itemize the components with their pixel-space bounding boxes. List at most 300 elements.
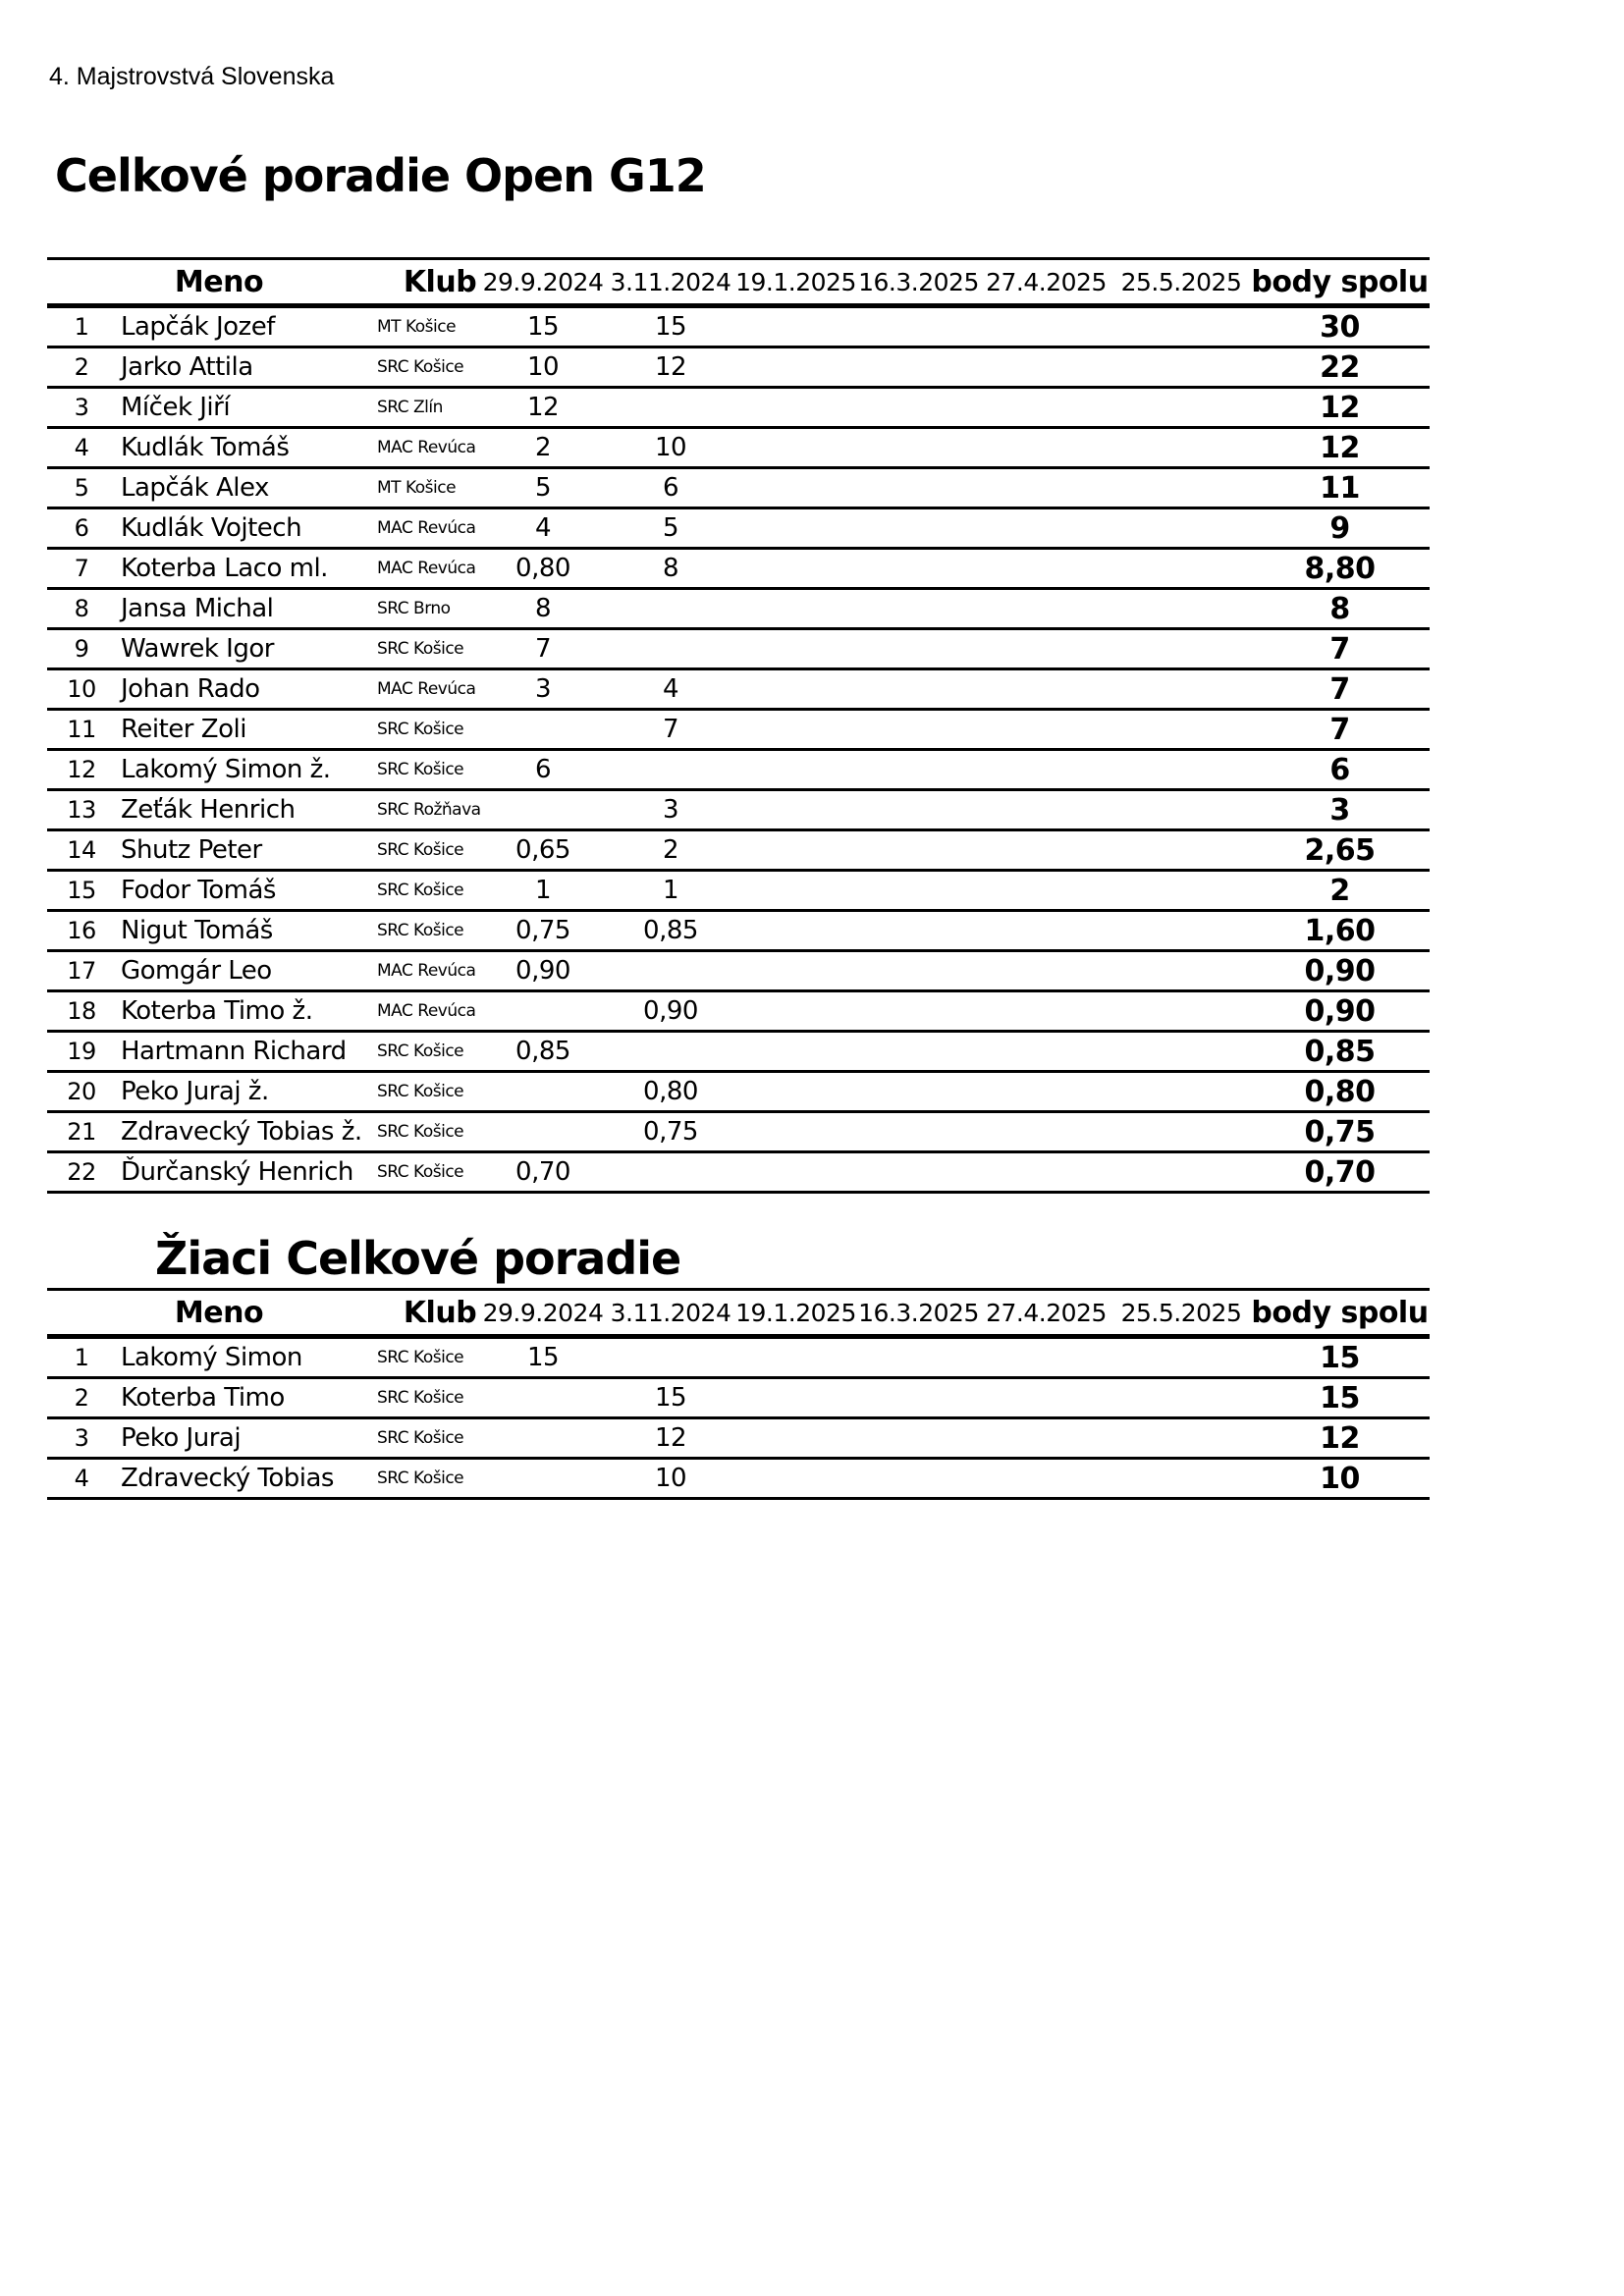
club-cell: MAC Revúca — [377, 679, 476, 699]
total-cell: 3 — [1329, 792, 1350, 828]
score-cell — [479, 1073, 607, 1110]
score-cell — [857, 1379, 980, 1416]
header-date: 19.1.2025 — [735, 267, 856, 296]
total-cell: 12 — [1320, 390, 1360, 425]
header-date: 25.5.2025 — [1120, 1298, 1242, 1327]
total-cell: 1,60 — [1304, 913, 1376, 948]
table-row — [47, 429, 1430, 469]
name-cell: Koterba Timo — [121, 1383, 285, 1413]
total-cell: 7 — [1329, 631, 1350, 667]
total-cell: 2,65 — [1304, 832, 1376, 868]
score-cell — [1112, 550, 1250, 587]
score-cell — [1112, 348, 1250, 386]
score-cell — [734, 630, 857, 667]
score-cell — [857, 630, 980, 667]
score-cell — [857, 1339, 980, 1376]
score-cell — [734, 992, 857, 1030]
total-cell: 12 — [1320, 1420, 1360, 1456]
header-date: 29.9.2024 — [482, 267, 604, 296]
name-cell: Lapčák Jozef — [121, 312, 275, 342]
score-cell — [857, 1113, 980, 1150]
rank-cell: 8 — [74, 595, 89, 622]
page-header: 4. Majstrovstvá Slovenska — [49, 63, 335, 90]
score-cell: 7 — [662, 715, 679, 744]
score-cell — [479, 791, 607, 828]
score-cell — [857, 1153, 980, 1191]
score-cell — [734, 348, 857, 386]
score-cell — [857, 670, 980, 708]
score-cell: 8 — [662, 554, 679, 583]
score-cell — [980, 630, 1112, 667]
score-cell — [1112, 1419, 1250, 1457]
score-cell: 0,90 — [643, 996, 698, 1026]
club-cell: SRC Košice — [377, 1082, 464, 1101]
total-cell: 11 — [1320, 470, 1360, 506]
total-cell: 22 — [1320, 349, 1360, 385]
total-cell: 0,90 — [1304, 953, 1376, 988]
score-cell: 15 — [526, 312, 560, 342]
rank-cell: 13 — [67, 796, 96, 824]
score-cell: 2 — [534, 433, 552, 462]
score-cell — [607, 1033, 734, 1070]
rank-cell: 21 — [67, 1118, 96, 1146]
score-cell — [734, 1033, 857, 1070]
table-row — [47, 751, 1430, 791]
score-cell — [1112, 670, 1250, 708]
name-cell: Kudlák Vojtech — [121, 513, 302, 543]
score-cell — [857, 1460, 980, 1497]
score-cell — [980, 912, 1112, 949]
name-cell: Peko Juraj — [121, 1423, 242, 1453]
score-cell: 10 — [654, 1464, 687, 1493]
rank-cell: 11 — [67, 716, 96, 743]
table-row — [47, 1033, 1430, 1073]
club-cell: SRC Košice — [377, 921, 464, 940]
score-cell — [479, 1460, 607, 1497]
table-row — [47, 630, 1430, 670]
table-row — [47, 550, 1430, 590]
score-cell — [857, 791, 980, 828]
total-cell: 7 — [1329, 712, 1350, 747]
score-cell — [734, 1460, 857, 1497]
name-cell: Zdravecký Tobias ž. — [121, 1117, 362, 1147]
rank-cell: 10 — [67, 675, 96, 703]
score-cell — [980, 429, 1112, 466]
score-cell — [857, 1033, 980, 1070]
name-cell: Johan Rado — [121, 674, 260, 704]
table-row — [47, 308, 1430, 348]
header-date: 16.3.2025 — [858, 267, 979, 296]
score-cell — [734, 1113, 857, 1150]
table-row — [47, 1419, 1430, 1460]
header-total: body spolu — [1251, 1295, 1429, 1330]
score-cell — [980, 1153, 1112, 1191]
score-cell: 12 — [526, 393, 560, 422]
club-cell: SRC Košice — [377, 1428, 464, 1448]
club-cell: SRC Brno — [377, 599, 451, 618]
score-cell — [734, 872, 857, 909]
rank-cell: 3 — [74, 394, 89, 421]
name-cell: Lapčák Alex — [121, 473, 269, 503]
score-cell — [607, 590, 734, 627]
score-cell: 0,80 — [515, 554, 570, 583]
score-cell — [479, 992, 607, 1030]
score-cell — [857, 711, 980, 748]
rank-cell: 19 — [67, 1038, 96, 1065]
rank-cell: 18 — [67, 997, 96, 1025]
score-cell: 2 — [662, 835, 679, 865]
name-cell: Koterba Timo ž. — [121, 996, 313, 1026]
score-cell — [607, 1339, 734, 1376]
table-title-open: Celkové poradie Open G12 — [55, 149, 706, 202]
score-cell — [857, 590, 980, 627]
score-cell: 4 — [662, 674, 679, 704]
score-cell: 5 — [534, 473, 552, 503]
score-cell — [734, 389, 857, 426]
total-cell: 0,90 — [1304, 993, 1376, 1029]
header-total: body spolu — [1251, 264, 1429, 299]
club-cell: MAC Revúca — [377, 438, 476, 457]
score-cell — [980, 590, 1112, 627]
score-cell — [1112, 590, 1250, 627]
score-cell — [857, 751, 980, 788]
table-row — [47, 1339, 1430, 1379]
name-cell: Kudlák Tomáš — [121, 433, 290, 462]
header-date: 29.9.2024 — [482, 1298, 604, 1327]
club-cell: SRC Košice — [377, 840, 464, 860]
score-cell — [479, 1419, 607, 1457]
name-cell: Peko Juraj ž. — [121, 1077, 269, 1106]
rank-cell: 14 — [67, 836, 96, 864]
score-cell — [1112, 389, 1250, 426]
total-cell: 6 — [1329, 752, 1350, 787]
header-date: 27.4.2025 — [986, 267, 1107, 296]
rank-cell: 2 — [74, 353, 89, 381]
table-header — [47, 257, 1430, 308]
club-cell: SRC Košice — [377, 1348, 464, 1367]
score-cell — [980, 1419, 1112, 1457]
name-cell: Lakomý Simon ž. — [121, 755, 331, 784]
score-cell — [734, 590, 857, 627]
score-cell: 10 — [526, 352, 560, 382]
score-cell — [607, 630, 734, 667]
score-cell — [1112, 952, 1250, 989]
score-cell — [734, 1379, 857, 1416]
header-date: 3.11.2024 — [610, 267, 731, 296]
score-cell — [734, 711, 857, 748]
score-cell — [734, 308, 857, 346]
score-cell — [734, 429, 857, 466]
rank-cell: 15 — [67, 877, 96, 904]
score-cell: 3 — [534, 674, 552, 704]
score-cell — [980, 751, 1112, 788]
score-cell — [857, 1419, 980, 1457]
score-cell — [980, 348, 1112, 386]
score-cell — [1112, 1379, 1250, 1416]
table-row — [47, 952, 1430, 992]
score-cell — [980, 469, 1112, 507]
name-cell: Wawrek Igor — [121, 634, 274, 664]
club-cell: SRC Košice — [377, 881, 464, 900]
score-cell — [1112, 751, 1250, 788]
score-cell — [1112, 912, 1250, 949]
score-cell — [857, 872, 980, 909]
table-row — [47, 389, 1430, 429]
score-cell: 8 — [534, 594, 552, 623]
rank-cell: 2 — [74, 1384, 89, 1412]
score-cell — [1112, 1339, 1250, 1376]
table-row — [47, 1460, 1430, 1500]
score-cell — [734, 670, 857, 708]
name-cell: Hartmann Richard — [121, 1037, 347, 1066]
score-cell — [734, 550, 857, 587]
club-cell: MAC Revúca — [377, 961, 476, 981]
score-cell — [857, 429, 980, 466]
score-cell: 4 — [534, 513, 552, 543]
results-table-open — [47, 257, 1430, 1194]
score-cell: 12 — [654, 352, 687, 382]
score-cell: 1 — [662, 876, 679, 905]
table-row — [47, 1153, 1430, 1194]
rank-cell: 7 — [74, 555, 89, 582]
score-cell — [980, 831, 1112, 869]
rank-cell: 9 — [74, 635, 89, 663]
total-cell: 2 — [1329, 873, 1350, 908]
score-cell — [1112, 1153, 1250, 1191]
score-cell — [980, 952, 1112, 989]
club-cell: SRC Košice — [377, 1388, 464, 1408]
rank-cell: 6 — [74, 514, 89, 542]
table-row — [47, 590, 1430, 630]
table-row — [47, 872, 1430, 912]
name-cell: Lakomý Simon — [121, 1343, 302, 1372]
score-cell — [980, 389, 1112, 426]
total-cell: 15 — [1320, 1340, 1360, 1375]
score-cell — [857, 952, 980, 989]
club-cell: SRC Košice — [377, 1162, 464, 1182]
score-cell — [734, 912, 857, 949]
score-cell — [734, 1153, 857, 1191]
score-cell — [857, 1073, 980, 1110]
score-cell — [980, 1460, 1112, 1497]
header-date: 25.5.2025 — [1120, 267, 1242, 296]
score-cell — [1112, 992, 1250, 1030]
name-cell: Míček Jiří — [121, 393, 231, 422]
score-cell — [1112, 1073, 1250, 1110]
total-cell: 0,75 — [1304, 1114, 1376, 1149]
club-cell: SRC Zlín — [377, 398, 443, 417]
header-meno: Meno — [174, 264, 264, 299]
rank-cell: 20 — [67, 1078, 96, 1105]
table-row — [47, 831, 1430, 872]
score-cell: 0,75 — [643, 1117, 698, 1147]
score-cell: 15 — [654, 1383, 687, 1413]
score-cell — [980, 1073, 1112, 1110]
score-cell — [734, 751, 857, 788]
score-cell: 0,80 — [643, 1077, 698, 1106]
score-cell — [479, 711, 607, 748]
score-cell — [857, 509, 980, 547]
club-cell: MAC Revúca — [377, 1001, 476, 1021]
score-cell — [857, 550, 980, 587]
name-cell: Jarko Attila — [121, 352, 253, 382]
score-cell: 0,85 — [515, 1037, 570, 1066]
results-table-ziaci — [47, 1288, 1430, 1500]
score-cell — [857, 348, 980, 386]
score-cell: 5 — [662, 513, 679, 543]
score-cell — [1112, 1113, 1250, 1150]
score-cell: 12 — [654, 1423, 687, 1453]
total-cell: 0,80 — [1304, 1074, 1376, 1109]
name-cell: Zdravecký Tobias — [121, 1464, 334, 1493]
score-cell: 1 — [534, 876, 552, 905]
header-date: 27.4.2025 — [986, 1298, 1107, 1327]
score-cell: 0,75 — [515, 916, 570, 945]
rank-cell: 12 — [67, 756, 96, 783]
score-cell — [607, 1153, 734, 1191]
score-cell — [980, 992, 1112, 1030]
name-cell: Reiter Zoli — [121, 715, 246, 744]
header-date: 16.3.2025 — [858, 1298, 979, 1327]
score-cell — [607, 751, 734, 788]
table-row — [47, 1379, 1430, 1419]
score-cell: 10 — [654, 433, 687, 462]
score-cell — [857, 308, 980, 346]
score-cell — [734, 1419, 857, 1457]
score-cell — [857, 992, 980, 1030]
table-row — [47, 509, 1430, 550]
table-row — [47, 469, 1430, 509]
rank-cell: 4 — [74, 1465, 89, 1492]
score-cell — [607, 389, 734, 426]
score-cell: 0,90 — [515, 956, 570, 986]
score-cell — [980, 550, 1112, 587]
total-cell: 15 — [1320, 1380, 1360, 1415]
name-cell: Fodor Tomáš — [121, 876, 276, 905]
header-date: 3.11.2024 — [610, 1298, 731, 1327]
score-cell: 6 — [534, 755, 552, 784]
table-header — [47, 1288, 1430, 1339]
score-cell — [734, 791, 857, 828]
total-cell: 8 — [1329, 591, 1350, 626]
total-cell: 0,85 — [1304, 1034, 1376, 1069]
score-cell — [980, 711, 1112, 748]
rank-cell: 17 — [67, 957, 96, 985]
score-cell — [1112, 469, 1250, 507]
name-cell: Zeťák Henrich — [121, 795, 296, 825]
total-cell: 7 — [1329, 671, 1350, 707]
score-cell — [479, 1379, 607, 1416]
name-cell: Shutz Peter — [121, 835, 262, 865]
club-cell: MAC Revúca — [377, 518, 476, 538]
header-meno: Meno — [174, 1295, 264, 1330]
score-cell — [980, 670, 1112, 708]
score-cell — [980, 1379, 1112, 1416]
score-cell — [1112, 429, 1250, 466]
table-row — [47, 912, 1430, 952]
score-cell — [1112, 1460, 1250, 1497]
score-cell — [1112, 308, 1250, 346]
club-cell: MT Košice — [377, 317, 457, 337]
club-cell: SRC Košice — [377, 760, 464, 779]
name-cell: Koterba Laco ml. — [121, 554, 328, 583]
club-cell: SRC Rožňava — [377, 800, 481, 820]
score-cell: 0,85 — [643, 916, 698, 945]
score-cell — [734, 1339, 857, 1376]
rank-cell: 1 — [74, 313, 89, 341]
rank-cell: 1 — [74, 1344, 89, 1371]
score-cell — [479, 1113, 607, 1150]
rank-cell: 22 — [67, 1158, 96, 1186]
header-klub: Klub — [403, 264, 477, 299]
score-cell: 15 — [654, 312, 687, 342]
club-cell: SRC Košice — [377, 1122, 464, 1142]
rank-cell: 16 — [67, 917, 96, 944]
score-cell — [857, 389, 980, 426]
score-cell — [1112, 630, 1250, 667]
table-row — [47, 1113, 1430, 1153]
club-cell: SRC Košice — [377, 1041, 464, 1061]
score-cell — [1112, 831, 1250, 869]
total-cell: 30 — [1320, 309, 1360, 345]
score-cell — [1112, 872, 1250, 909]
score-cell — [857, 469, 980, 507]
club-cell: MAC Revúca — [377, 559, 476, 578]
club-cell: SRC Košice — [377, 357, 464, 377]
score-cell: 7 — [534, 634, 552, 664]
club-cell: SRC Košice — [377, 639, 464, 659]
score-cell — [980, 1033, 1112, 1070]
total-cell: 10 — [1320, 1461, 1360, 1496]
table-title-ziaci: Žiaci Celkové poradie — [155, 1232, 681, 1285]
table-row — [47, 670, 1430, 711]
score-cell: 0,65 — [515, 835, 570, 865]
table-row — [47, 711, 1430, 751]
rank-cell: 5 — [74, 474, 89, 502]
score-cell — [980, 872, 1112, 909]
score-cell — [734, 469, 857, 507]
name-cell: Nigut Tomáš — [121, 916, 273, 945]
rank-cell: 3 — [74, 1424, 89, 1452]
club-cell: SRC Košice — [377, 720, 464, 739]
club-cell: MT Košice — [377, 478, 457, 498]
header-klub: Klub — [403, 1295, 477, 1330]
total-cell: 9 — [1329, 510, 1350, 546]
total-cell: 0,70 — [1304, 1154, 1376, 1190]
score-cell — [980, 1339, 1112, 1376]
score-cell — [1112, 791, 1250, 828]
rank-cell: 4 — [74, 434, 89, 461]
score-cell — [734, 952, 857, 989]
score-cell — [1112, 711, 1250, 748]
table-row — [47, 791, 1430, 831]
score-cell — [734, 1073, 857, 1110]
score-cell — [857, 912, 980, 949]
score-cell: 15 — [526, 1343, 560, 1372]
table-row — [47, 992, 1430, 1033]
header-date: 19.1.2025 — [735, 1298, 856, 1327]
total-cell: 8,80 — [1304, 551, 1376, 586]
score-cell — [980, 791, 1112, 828]
name-cell: Ďurčanský Henrich — [121, 1157, 353, 1187]
name-cell: Jansa Michal — [121, 594, 274, 623]
score-cell — [980, 509, 1112, 547]
table-row — [47, 348, 1430, 389]
score-cell — [1112, 1033, 1250, 1070]
score-cell — [980, 1113, 1112, 1150]
score-cell — [1112, 509, 1250, 547]
total-cell: 12 — [1320, 430, 1360, 465]
